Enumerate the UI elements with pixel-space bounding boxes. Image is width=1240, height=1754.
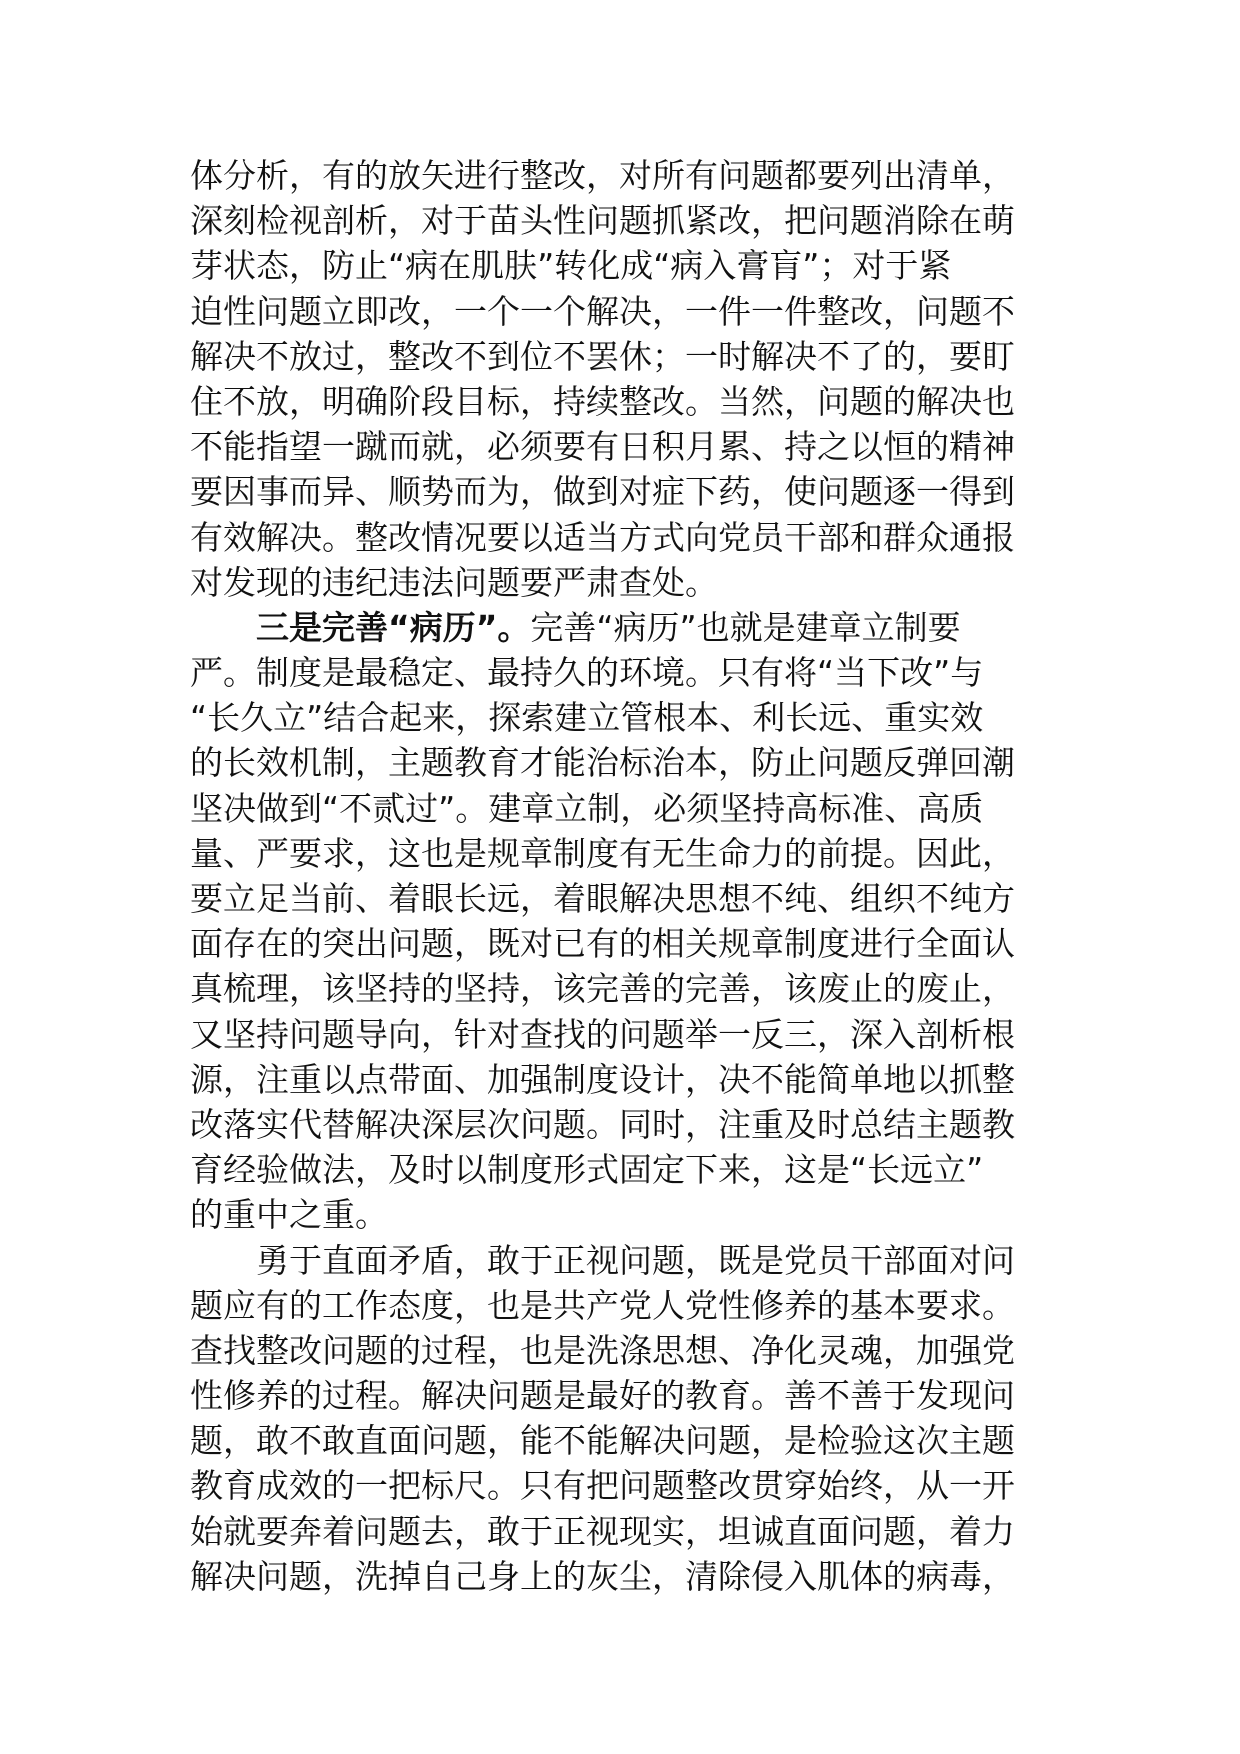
text-line: 解决问题，洗掉自己身上的灰尘，清除侵入肌体的病毒，: [190, 1556, 1015, 1596]
text-line: 勇于直面矛盾，敢于正视问题，既是党员干部面对问: [256, 1240, 1015, 1280]
text-line: 要立足当前、着眼长远，着眼解决思想不纯、组织不纯方: [190, 879, 1015, 918]
text-line: 对发现的违纪违法问题要严肃查处。: [190, 562, 718, 602]
paragraph-2: [190, 605, 1060, 1238]
text-line: 的重中之重。: [190, 1195, 388, 1235]
text-line: 深刻检视剖析，对于苗头性问题抓紧改，把问题消除在萌: [190, 201, 1015, 241]
text-line: 题，敢不敢直面问题，能不能解决问题，是检验这次主题: [190, 1421, 1015, 1461]
text-line: “长久立”结合起来，探索建立管根本、利长远、重实效: [190, 698, 984, 738]
text-line: 查找整改问题的过程，也是洗涤思想、净化灵魂，加强党: [190, 1330, 1015, 1370]
text-line: 始就要奔着问题去，敢于正视现实，坦诚直面问题，着力: [190, 1511, 1015, 1551]
text-line: [190, 605, 1060, 650]
text-line: 源，注重以点带面、加强制度设计，决不能简单地以抓整: [190, 1059, 1015, 1099]
text-line: 严。制度是最稳定、最持久的环境。只有将“当下改”与: [190, 653, 984, 693]
text-line: 有效解决。整改情况要以适当方式向党员干部和群众通报: [190, 517, 1015, 557]
text-line: 育经验做法，及时以制度形式固定下来，这是“长远立”: [190, 1150, 984, 1190]
text-line: 体分析，有的放矢进行整改，对所有问题都要列出清单，: [190, 156, 1015, 195]
text-line: 改落实代替解决深层次问题。同时，注重及时总结主题教: [190, 1104, 1015, 1144]
text-line: 性修养的过程。解决问题是最好的教育。善不善于发现问: [190, 1376, 1015, 1416]
text-line: 住不放，明确阶段目标，持续整改。当然，问题的解决也: [190, 381, 1015, 421]
text-line: 题应有的工作态度，也是共产党人党性修养的基本要求。: [190, 1285, 1015, 1325]
text-line: 量、严要求，这也是规章制度有无生命力的前提。因此，: [190, 833, 1015, 873]
text-line: 不能指望一蹴而就，必须要有日积月累、持之以恒的精神: [190, 427, 1015, 467]
text-line: 解决不放过，整改不到位不罢休；一时解决不了的，要盯: [190, 336, 1015, 376]
text-line: 要因事而异、顺势而为，做到对症下药，使问题逐一得到: [190, 472, 1015, 512]
text-line: 芽状态，防止“病在肌肤”转化成“病入膏肓”；对于紧: [190, 246, 952, 286]
text-line: 坚决做到“不贰过”。建章立制，必须坚持高标准、高质: [190, 788, 984, 828]
section-heading: 三是完善“病历”。: [256, 607, 531, 647]
text-line: 的长效机制，主题教育才能治标治本，防止问题反弹回潮: [190, 743, 1015, 783]
text-line: 迫性问题立即改，一个一个解决，一件一件整改，问题不: [190, 291, 1015, 331]
document-page: [190, 153, 1060, 1633]
paragraph-1: [190, 153, 1060, 605]
text-line: 真梳理，该坚持的坚持，该完善的完善，该废止的废止，: [190, 969, 1015, 1009]
text-line: 又坚持问题导向，针对查找的问题举一反三，深入剖析根: [190, 1014, 1015, 1054]
paragraph-3: [190, 1238, 1060, 1600]
heading-continuation: 完善“病历”也就是建章立制要: [530, 607, 961, 647]
text-line: 面存在的突出问题，既对已有的相关规章制度进行全面认: [190, 924, 1015, 964]
text-line: 教育成效的一把标尺。只有把问题整改贯穿始终，从一开: [190, 1466, 1015, 1506]
